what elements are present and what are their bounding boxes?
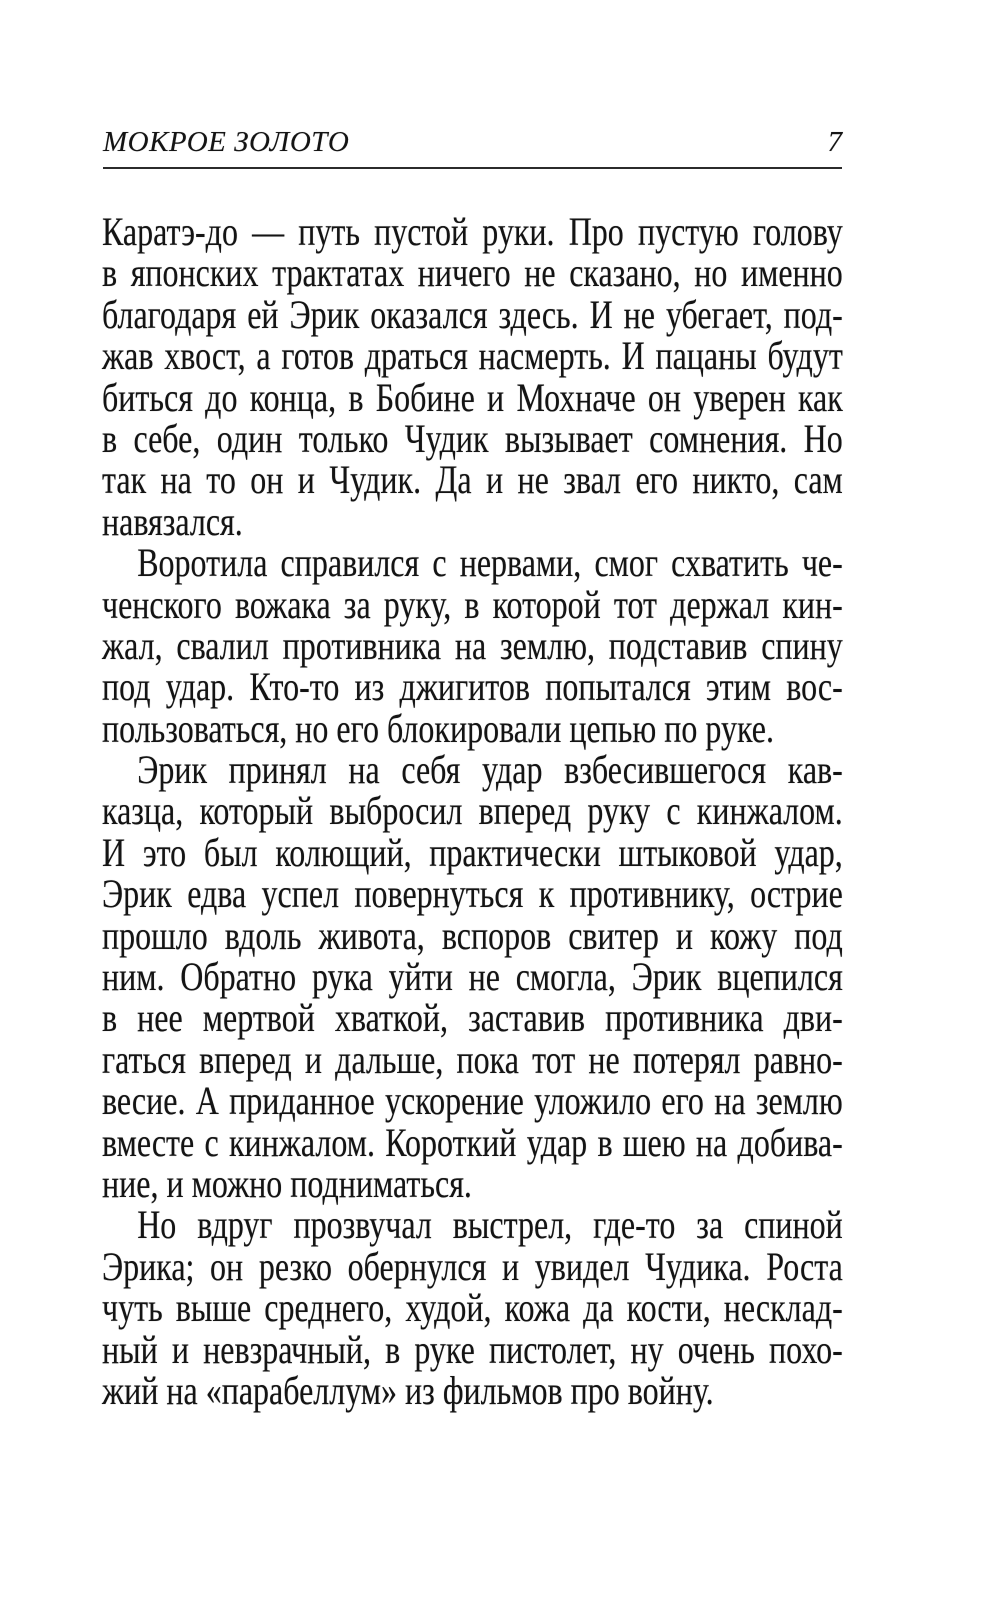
text-line: жал, свалил противника на землю, подставив спину [102, 622, 843, 668]
text-line: Эрик принял на себя удар взбесившегося кав- [137, 747, 843, 793]
text-line: Каратэ-до — путь пустой руки. Про пустую голову [102, 209, 843, 254]
text-line: ный и невзрачный, в руке пистолет, ну очень похо- [102, 1326, 843, 1372]
text-line: вместе с кинжалом. Короткий удар в шею на добива- [102, 1119, 843, 1165]
text-line: Эрик едва успел повернуться к противнику, острие [102, 871, 843, 917]
text-line: пользоваться, но его блокировали цепью по руке. [102, 705, 774, 751]
text-line: чуть выше среднего, худой, кожа да кости, несклад- [102, 1285, 843, 1331]
text-line: благодаря ей Эрик оказался здесь. И не убегает, под- [102, 291, 843, 337]
text-line: навязался. [102, 498, 243, 544]
header-rule [103, 167, 842, 169]
running-title: МОКРОЕ ЗОЛОТО [103, 126, 350, 158]
text-line: Эрика; он резко обернулся и увидел Чудика. Роста [102, 1243, 843, 1289]
text-line: в себе, один только Чудик вызывает сомнения. Но [102, 415, 843, 461]
text-line: казца, который выбросил вперед руку с кинжалом. [102, 788, 843, 834]
paragraph [102, 542, 843, 749]
text-line: ченского вожака за руку, в которой тот держал кин- [102, 581, 843, 627]
text-line: Но вдруг прозвучал выстрел, где-то за спиной [137, 1202, 843, 1248]
paragraph [102, 1204, 843, 1411]
page-number: 7 [827, 126, 842, 158]
text-line: гаться вперед и дальше, пока тот не потерял равно- [102, 1036, 843, 1082]
text-line: ним. Обратно рука уйти не смогла, Эрик вцепился [102, 954, 843, 1000]
text-line: так на то он и Чудик. Да и не звал его никто, сам [102, 457, 843, 503]
text-line: жий на «парабеллум» из фильмов про войну. [102, 1367, 714, 1413]
text-line: И это был колющий, практически штыковой удар, [102, 829, 843, 875]
text-line: прошло вдоль живота, вспоров свитер и кожу под [102, 912, 843, 958]
text-line: биться до конца, в Бобине и Мохначе он уверен как [102, 374, 843, 420]
paragraph [102, 749, 843, 1204]
page-header [103, 126, 842, 158]
paragraph [102, 211, 843, 542]
text-line: ние, и можно подниматься. [102, 1160, 472, 1206]
text-line: жав хвост, а готов драться насмерть. И пацаны будут [102, 333, 843, 379]
text-line: в японских трактатах ничего не сказано, но именно [102, 250, 843, 296]
body-text [102, 211, 843, 1411]
text-line: Воротила справился с нервами, смог схватить че- [137, 540, 843, 586]
text-line: весие. А приданное ускорение уложило его на землю [102, 1078, 843, 1124]
text-line: под удар. Кто-то из джигитов попытался этим вос- [102, 664, 843, 710]
text-line: в нее мертвой хваткой, заставив противника дви- [102, 995, 843, 1041]
